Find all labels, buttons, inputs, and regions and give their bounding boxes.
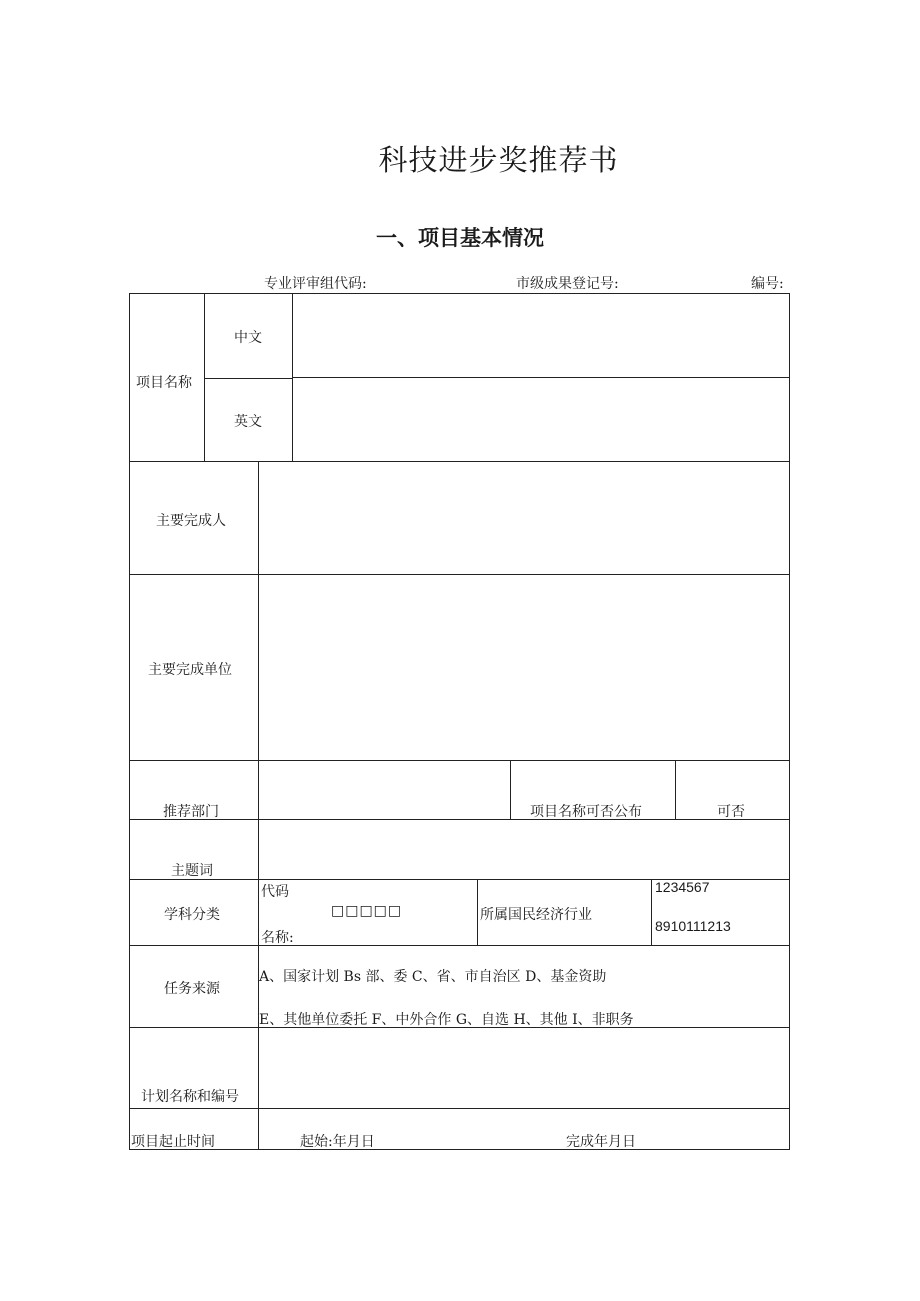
project-name-label: 项目名称 — [136, 375, 192, 391]
document-title: 科技进步奖推荐书 — [378, 143, 619, 177]
chinese-name-field[interactable] — [293, 294, 789, 377]
task-source-options-line2: E、其他单位委托 F、中外合作 G、自选 H、其他 I、非职务 — [259, 1012, 634, 1028]
recommend-dept-field[interactable] — [259, 761, 510, 819]
english-label: 英文 — [234, 414, 262, 430]
table-border-right — [789, 293, 790, 1150]
col-divider — [510, 760, 511, 820]
period-end[interactable]: 完成年月日 — [566, 1134, 636, 1150]
row-divider — [204, 378, 293, 379]
group-code-label: 专业评审组代码: — [264, 276, 367, 292]
number-label: 编号: — [751, 276, 784, 292]
period-label: 项目起止时间 — [131, 1134, 215, 1150]
discipline-code-boxes[interactable]: □□□□□ — [331, 903, 403, 919]
discipline-code-label: 代码 — [261, 884, 289, 900]
task-source-options-line1: A、国家计划 Bs 部、委 C、省、市自治区 D、基金资助 — [259, 969, 607, 985]
col-divider — [477, 879, 478, 946]
industry-label: 所属国民经济行业 — [480, 907, 592, 923]
row-divider — [129, 945, 790, 946]
discipline-name-label: 名称: — [261, 930, 294, 946]
registry-label: 市级成果登记号: — [516, 276, 619, 292]
plan-name-label: 计划名称和编号 — [141, 1089, 239, 1105]
industry-codes-line1: 1234567 — [655, 879, 710, 895]
keywords-label: 主题词 — [171, 863, 213, 879]
table-border-left — [129, 293, 130, 1150]
discipline-label: 学科分类 — [164, 907, 220, 923]
english-name-field[interactable] — [293, 378, 789, 461]
industry-codes-line2: 8910111213 — [655, 918, 731, 934]
row-divider — [129, 1108, 790, 1109]
chinese-label: 中文 — [234, 330, 262, 346]
main-units-label: 主要完成单位 — [148, 662, 232, 678]
col-divider — [675, 760, 676, 820]
name-publish-label: 项目名称可否公布 — [530, 804, 642, 820]
publish-value[interactable]: 可否 — [717, 804, 745, 820]
section-heading: 一、项目基本情况 — [376, 226, 544, 250]
table-border-bottom — [129, 1149, 790, 1150]
main-units-field[interactable] — [259, 575, 789, 760]
task-source-label: 任务来源 — [164, 981, 220, 997]
keywords-field[interactable] — [259, 820, 789, 879]
col-divider — [204, 293, 205, 462]
main-persons-field[interactable] — [259, 462, 789, 574]
period-start[interactable]: 起始:年月日 — [300, 1134, 375, 1150]
main-persons-label: 主要完成人 — [156, 513, 226, 529]
recommend-dept-label: 推荐部门 — [163, 804, 219, 820]
plan-name-field[interactable] — [259, 1028, 789, 1108]
col-divider — [651, 879, 652, 946]
